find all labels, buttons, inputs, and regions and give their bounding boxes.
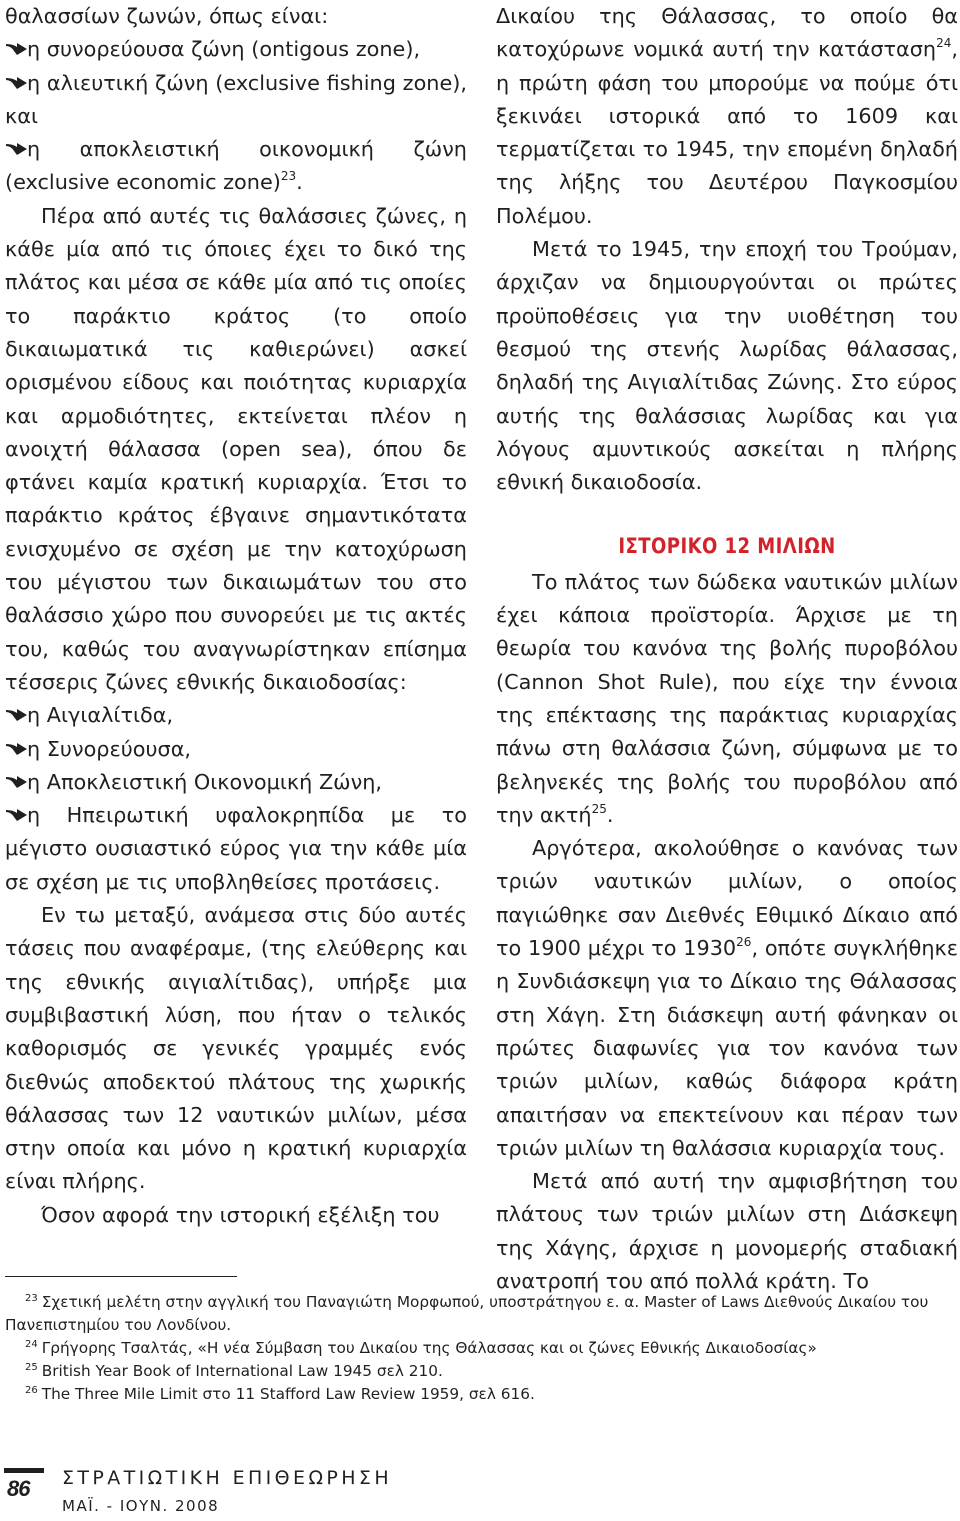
bullet-item [5, 699, 467, 732]
bullet-text: η Ηπειρωτική υφαλοκρηπίδα με το μέγιστο ουσιαστικό εύρος για την κάθε μία σε σχέση με τις υποβληθείσες προτάσεις. [5, 803, 467, 894]
paragraph-text: , οπότε συγκλήθηκε η Συνδιάσκεψη για το Δίκαιο της Θάλασσας στη Χάγη. Στη διάσκεψη αυτή φάνηκαν οι πρώτες διαφωνίες για τον κανόνα των τριών μιλίων, καθώς διάφορα κράτη απαιτήσαν να επεκτείνουν και πέραν των τριών μιλίων τη θαλάσσια κυριαρχία τους. [496, 936, 958, 1160]
footnote [5, 1360, 957, 1383]
right-arrow-bullet-icon [5, 708, 27, 722]
paragraph-text: Το πλάτος των δώδεκα ναυτικών μιλίων έχει κάποια προϊστορία. Άρχισε με τη θεωρία του κανόνα της βολής πυροβόλου (Cannon Shot Rule), που είχε την έννοια της επέκτασης της παράκτιας κυριαρχίας πάνω στη θαλάσσια ζώνη, σύμφωνα με το βεληνεκές της βολής του πυροβόλου από την ακτή [496, 569, 958, 827]
bullet-text: η Αποκλειστική Οικονομική Ζώνη, [27, 769, 383, 794]
footnote-ref: 25 [591, 801, 607, 816]
paragraph-text: Πέρα από αυτές τις θαλάσσιες ζώνες, η κάθε μία από τις όποιες έχει το δικό της πλάτος και μέσα σε κάθε μία από τις οποίες το παράκτιο κράτος (το οποίο δικαιωματικά τις καθιερώνει) ασκεί ορισμένου είδους και ποιότητας κυριαρχία και αρμοδιότητες, εκτείνεται πλέον η ανοιχτή θάλασσα (open sea), όπου δε φτάνει καμία κρατική κυριαρχία. [5, 203, 467, 495]
footnote-ref: 23 [280, 169, 297, 184]
footnote-text: Σχετική μελέτη στην αγγλική του Παναγιώτη Μορφωπού, υποστράτηγου ε. α. Master of Laws Διεθνούς Δικαίου του Πανεπιστημίου του Λονδίνου. [5, 1293, 929, 1334]
footnote-number: 23 [25, 1293, 38, 1304]
paragraph [496, 566, 958, 832]
paragraph [496, 0, 958, 233]
bullet-text: η Συνορεύουσα, [27, 736, 192, 761]
footnote [5, 1291, 957, 1337]
page-number-box [4, 1468, 44, 1521]
paragraph: Μετά από αυτή την αμφισβήτηση του πλάτους των τριών μιλίων στη Διάσκεψη της Χάγης, άρχισε η μονομερής σταδιακή ανατροπή του από πολλά κράτη. Το [496, 1169, 958, 1293]
bullet-item [5, 799, 467, 899]
footnote-text: Γρήγορης Τσαλτάς, «Η νέα Σύμβαση του Δικαίου της Θάλασσας και οι ζώνες Εθνικής Δικαιοδοσίας» [41, 1339, 817, 1357]
footnote-ref: 26 [736, 935, 752, 950]
footnote-text: British Year Book of International Law 1945 σελ 210. [41, 1362, 443, 1380]
footnotes [5, 1291, 957, 1406]
paragraph: Εν τω μεταξύ, ανάμεσα στις δύο αυτές τάσεις που αναφέραμε, (της ελεύθερης και της εθνικής αιγιαλίτιδας), υπήρξε μια συμβιβαστική λύση, που ήταν ο τελικός καθορισμός σε γενικές γραμμές ενός διεθνώς αποδεκτού πλάτους της χωρικής θάλασσας των 12 ναυτικών μιλίων, μέσα στην οποία και μόνο η κρατική κυριαρχία είναι πλήρης. [5, 903, 467, 1194]
paragraph-text: , η πρώτη φάση του μπορούμε να πούμε ότι ξεκινάει ιστορικά από το 1609 και τερματίζεται το 1945, την επομένη δηλαδή της λήξης του Δευτέρου Παγκοσμίου Πολέμου. [496, 37, 958, 228]
paragraph [496, 832, 958, 1165]
bullet-text: η αλιευτική ζώνη (exclusive fishing zone), και [5, 70, 467, 128]
footnote [5, 1337, 957, 1360]
footnote-ref: 24 [936, 36, 952, 51]
right-arrow-bullet-icon [5, 808, 27, 822]
page-number: 86 [7, 1476, 30, 1501]
paragraph-text: Δικαίου της Θάλασσας, το οποίο θα κατοχύρωνε νομικά αυτή την κατάσταση [496, 4, 958, 62]
bullet-text: η αποκλειστική οικονομική ζώνη (exclusive economic zone) [5, 137, 467, 195]
bullet-text: η συνορεύουσα ζώνη (ontigous zone), [27, 37, 421, 62]
issue-date: ΜΑΪ. - ΙΟΥΝ. 2008 [62, 1497, 220, 1515]
bullet-text: η Αιγιαλίτιδα, [27, 703, 174, 728]
right-column [496, 0, 958, 1298]
magazine-title: ΣΤΡΑΤΙΩΤΙΚΗ ΕΠΙΘΕΩΡΗΣΗ [62, 1467, 393, 1489]
bullet-item [5, 33, 467, 66]
right-arrow-bullet-icon [5, 76, 27, 90]
paragraph [5, 200, 467, 699]
section-heading: ΙΣΤΟΡΙΚΟ 12 ΜΙΛΙΩΝ [618, 534, 836, 559]
bullet-item [5, 67, 467, 134]
right-arrow-bullet-icon [5, 142, 27, 156]
footnote-number: 25 [25, 1362, 38, 1373]
footnote [5, 1383, 957, 1406]
paragraph: Μετά το 1945, την εποχή του Τρούμαν, άρχιζαν να δημιουργούνται οι πρώτες προϋποθέσεις για την υιοθέτηση του θεσμού της στενής λωρίδας θάλασσας, δηλαδή της Αιγιαλίτιδας Ζώνης. Στο εύρος αυτής της θαλάσσιας λωρίδας και για λόγους αμυντικούς ασκείται η πλήρης εθνική δικαιοδοσία. [496, 237, 958, 495]
page-number-bar [4, 1468, 44, 1473]
paragraph-text: . [606, 802, 614, 827]
footnote-divider [5, 1276, 237, 1277]
bullet-item [5, 133, 467, 200]
intro-line: θαλασσίων ζωνών, όπως είναι: [5, 4, 329, 28]
right-arrow-bullet-icon [5, 42, 27, 56]
footnote-text: The Three Mile Limit στο 11 Stafford Law Review 1959, σελ 616. [41, 1385, 535, 1403]
paragraph: Όσον αφορά την ιστορική εξέλιξη του [41, 1202, 440, 1227]
left-column [5, 0, 467, 1232]
paragraph-text: Έτσι το παράκτιο κράτος έβγαινε σημαντικότατα ενισχυμένο σε σχέση με την κατοχύρωση του μέγιστου των δικαιωμάτων του στο θαλάσσιο χώρο που συνορεύει με τις ακτές του, καθώς του αναγνωρίστηκαν επίσημα τέσσερις ζώνες εθνικής δικαιοδοσίας: [5, 470, 467, 694]
bullet-item [5, 766, 467, 799]
bullet-end: . [296, 170, 303, 195]
paragraph-text: Αργότερα, ακολούθησε ο κανόνας των τριών ναυτικών μιλίων, ο οποίος παγιώθηκε σαν Διεθνές Εθιμικό Δίκαιο από το 1900 μέχρι το 1930 [496, 836, 958, 961]
footnote-number: 24 [25, 1339, 38, 1350]
right-arrow-bullet-icon [5, 775, 27, 789]
footnote-number: 26 [25, 1385, 38, 1396]
bullet-item [5, 733, 467, 766]
right-arrow-bullet-icon [5, 742, 27, 756]
